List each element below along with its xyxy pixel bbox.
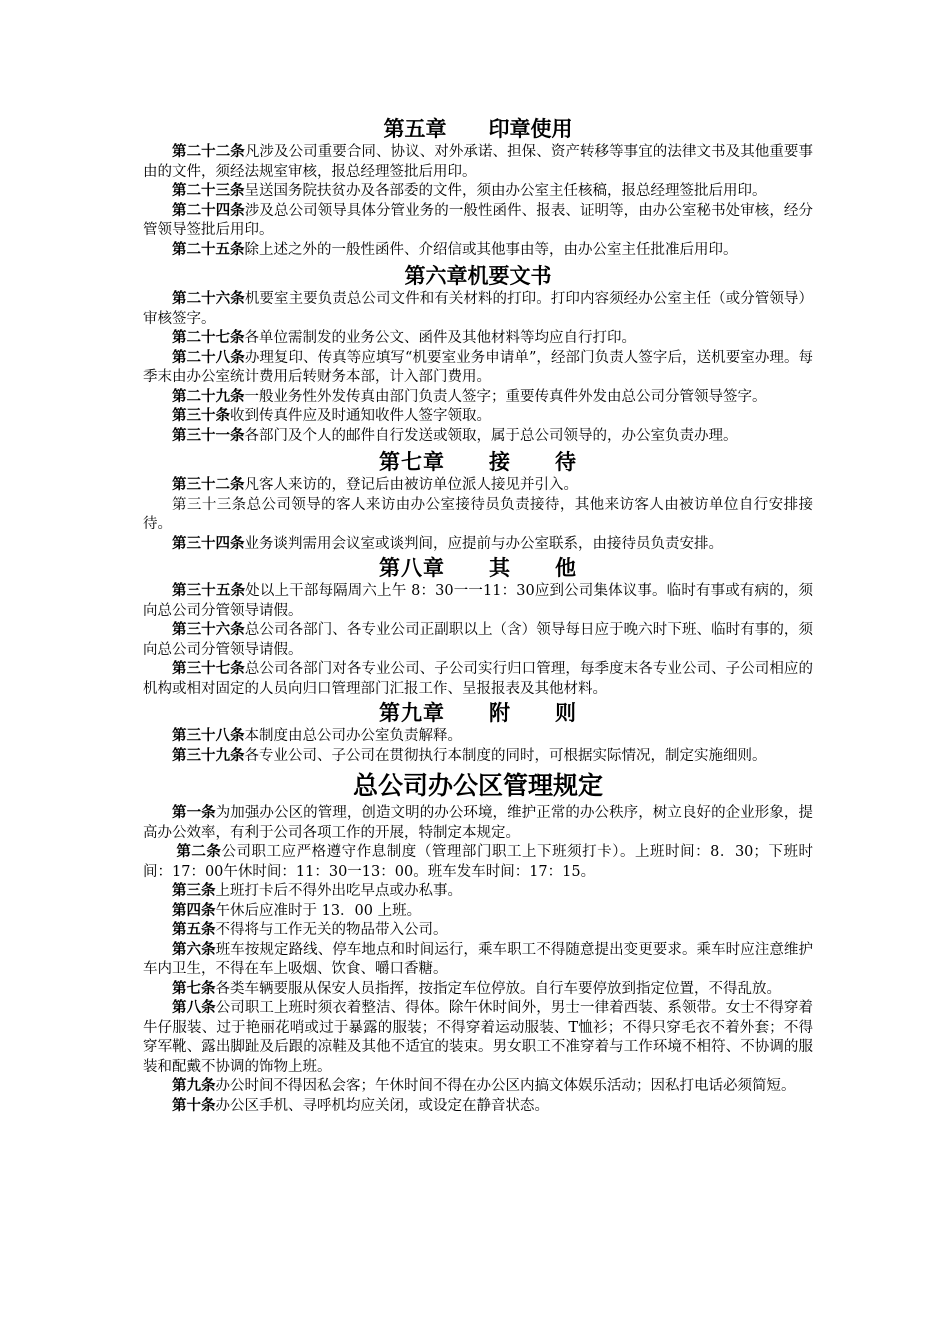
article-number: 第三十四条 — [172, 535, 245, 552]
article — [143, 843, 813, 882]
article — [143, 290, 813, 329]
article-text: 涉及总公司领导具体分管业务的一般性函件、报表、证明等，由办公室秘书处审核，经分管领导签批后用印。 — [143, 202, 814, 238]
chapter-6-articles — [143, 290, 813, 446]
document-page — [143, 115, 813, 1116]
article — [143, 329, 813, 349]
article — [143, 1097, 813, 1117]
article-number: 第二十二条 — [172, 144, 245, 160]
article — [143, 921, 813, 941]
article-text: 办公区手机、寻呼机均应关闭，或设定在静音状态。 — [215, 1097, 549, 1114]
article-text: 收到传真件应及时通知收件人签字领取。 — [230, 408, 491, 424]
chapter-8-title: 第八章 其 他 — [379, 556, 577, 580]
article — [143, 496, 813, 535]
article — [143, 747, 813, 767]
article — [143, 621, 813, 660]
article — [143, 427, 813, 447]
article-text: 一般业务性外发传真由部门负责人签字；重要传真件外发由总公司分管领导签字。 — [244, 388, 767, 405]
article-number: 第三十二条 — [172, 477, 245, 493]
article-text: 凡涉及公司重要合同、协议、对外承诺、担保、资产转移等事宜的法律文书及其他重要事由的文件，须经法规室审核，报总经理签批后用印。 — [143, 144, 814, 180]
article-text: 午休后应准时于 13．00 上班。 — [215, 902, 422, 919]
article-text: 各部门及个人的邮件自行发送或领取，属于总公司领导的，办公室负责办理。 — [244, 427, 738, 444]
article-number: 第二十四条 — [172, 202, 245, 219]
article-text: 总公司各部门、各专业公司正副职以上（含）领导每日应于晚六时下班、临时有事的，须向总公司分管领导请假。 — [143, 622, 814, 658]
chapter-8-articles — [143, 582, 813, 699]
article — [143, 941, 813, 980]
article-text: 各单位需制发的业务公文、函件及其他材料等均应自行打印。 — [244, 330, 636, 346]
article — [143, 882, 813, 902]
article-text: 凡客人来访的，登记后由被访单位派人接见并引入。 — [244, 477, 578, 493]
article — [143, 804, 813, 843]
chapter-6-title: 第六章机要文书 — [404, 264, 552, 288]
article-text: 呈送国务院扶贫办及各部委的文件，须由办公室主任核稿，报总经理签批后用印。 — [244, 183, 767, 199]
article — [143, 476, 813, 496]
article-number: 第二条 — [176, 844, 222, 860]
chapter-5-articles — [143, 143, 813, 260]
article-number: 第四条 — [172, 902, 216, 919]
article — [143, 202, 813, 241]
article-number: 第九条 — [172, 1078, 216, 1094]
article-number: 第三十八条 — [172, 728, 245, 744]
article — [143, 902, 813, 922]
article-text: 公司职工应严格遵守作息制度（管理部门职工上下班须打卡）。上班时间：8．30；下班时间：17：00午休时间：11：30一13：00。班车发车时间：17：15。 — [143, 844, 813, 880]
article-number: 第二十七条 — [172, 330, 245, 346]
article-number: 第三十九条 — [172, 747, 245, 764]
article-number: 第六条 — [172, 941, 216, 958]
article — [143, 1077, 813, 1097]
article-text: 办公时间不得因私会客；午休时间不得在办公区内搞文体娱乐活动；因私打电话必须简短。 — [215, 1078, 796, 1094]
article-number: 第七条 — [172, 980, 216, 997]
office-rules-title: 总公司办公区管理规定 — [352, 771, 603, 800]
article-text: 业务谈判需用会议室或谈判间，应提前与办公室联系，由接待员负责安排。 — [244, 535, 723, 552]
article-text: 本制度由总公司办公室负责解释。 — [244, 728, 462, 744]
article — [143, 349, 813, 388]
office-rules-articles — [143, 804, 813, 1116]
article-number: 第三十七条 — [172, 661, 245, 677]
article-number: 第二十三条 — [172, 183, 245, 199]
article — [143, 182, 813, 202]
article-text: 处以上干部每隔周六上午 8：30一一11：30应到公司集体议事。临时有事或有病的，须向总公司分管领导请假。 — [143, 583, 813, 619]
chapter-7-title: 第七章 接 待 — [379, 450, 577, 474]
article-text: 公司职工上班时须衣着整洁、得体。除午休时间外，男士一律着西装、系领带。女士不得穿着牛仔服装、过于艳丽花哨或过于暴露的服装；不得穿着运动服装、T恤衫；不得只穿毛衣不着外套；不得穿军靴、露出脚趾及后跟的凉鞋及其他不适宜的装束。男女职工不准穿着与工作环境不相符、不协调的服装和配戴不协调的饰物上班。 — [143, 1000, 814, 1075]
article-text: 办理复印、传真等应填写“机要室业务申请单”，经部门负责人签字后，送机要室办理。每季末由办公室统计费用后转财务本部，计入部门费用。 — [143, 349, 814, 385]
article-number: 第三十五条 — [172, 583, 246, 599]
article — [143, 727, 813, 747]
article-text: 除上述之外的一般性函件、介绍信或其他事由等，由办公室主任批准后用印。 — [244, 241, 738, 258]
article — [143, 980, 813, 1000]
article-number: 第十条 — [172, 1097, 216, 1114]
article-text: 不得将与工作无关的物品带入公司。 — [215, 922, 448, 938]
article-number: 第二十六条 — [172, 291, 245, 307]
article-text: 各专业公司、子公司在贯彻执行本制度的同时，可根据实际情况，制定实施细则。 — [244, 747, 767, 764]
chapter-9-title: 第九章 附 则 — [379, 701, 577, 725]
article-text: 班车按规定路线、停车地点和时间运行，乘车职工不得随意提出变更要求。乘车时应注意维护车内卫生，不得在车上吸烟、饮食、嚼口香糖。 — [143, 941, 814, 977]
chapter-5-title: 第五章 印章使用 — [383, 117, 573, 141]
article-number: 第三十六条 — [172, 622, 245, 638]
article — [143, 660, 813, 699]
article — [143, 999, 813, 1077]
article — [143, 407, 813, 427]
chapter-9-articles — [143, 727, 813, 766]
article-number: 第八条 — [172, 1000, 216, 1016]
article-number: 第二十九条 — [172, 388, 245, 405]
article-text: 各类车辆要服从保安人员指挥，按指定车位停放。自行车要停放到指定位置，不得乱放。 — [215, 980, 781, 997]
article — [143, 582, 813, 621]
article — [143, 388, 813, 408]
article-number: 第二十五条 — [172, 241, 245, 258]
article-number: 第二十八条 — [172, 349, 245, 366]
article-number: 第三十条 — [172, 408, 230, 424]
article-text: 为加强办公区的管理，创造文明的办公环境，维护正常的办公秩序，树立良好的企业形象，提高办公效率，有利于公司各项工作的开展，特制定本规定。 — [143, 805, 814, 841]
article-text: 总公司各部门对各专业公司、子公司实行归口管理，每季度末各专业公司、子公司相应的机构或相对固定的人员向归口管理部门汇报工作、呈报报表及其他材料。 — [143, 661, 814, 697]
article-text: 第三十三条总公司领导的客人来访由办公室接待员负责接待，其他来访客人由被访单位自行安排接待。 — [143, 496, 813, 532]
article-text: 机要室主要负责总公司文件和有关材料的打印。打印内容须经办公室主任（或分管领导）审核签字。 — [143, 291, 814, 327]
article — [143, 143, 813, 182]
article — [143, 241, 813, 261]
article-number: 第三十一条 — [172, 427, 245, 444]
article — [143, 535, 813, 555]
article-number: 第一条 — [172, 805, 216, 821]
article-number: 第三条 — [172, 883, 216, 899]
chapter-7-articles — [143, 476, 813, 554]
article-number: 第五条 — [172, 922, 216, 938]
article-text: 上班打卡后不得外出吃早点或办私事。 — [215, 883, 462, 899]
